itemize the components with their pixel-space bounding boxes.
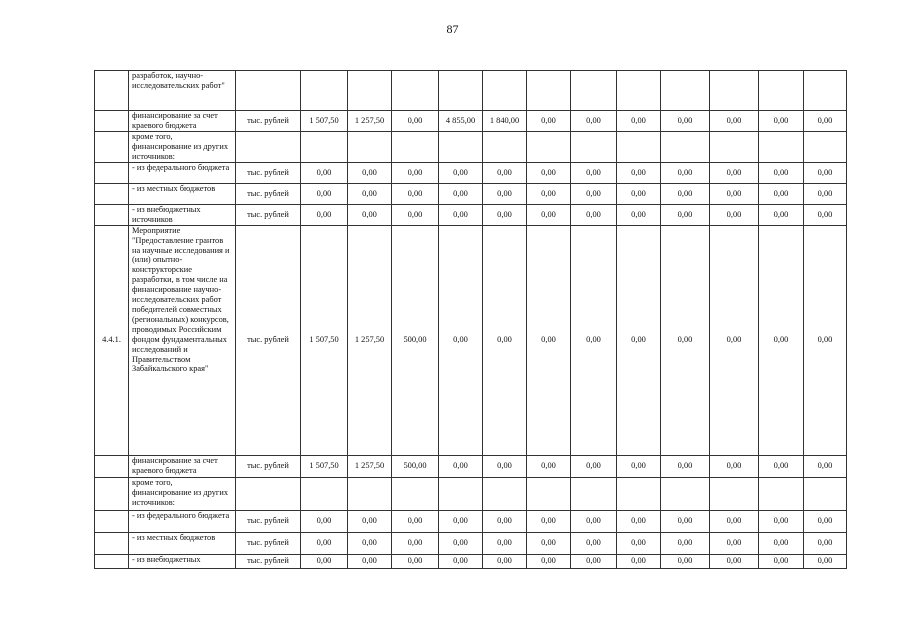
value-cell: 0,00 xyxy=(804,225,847,455)
row-name: - из местных бюджетов xyxy=(129,183,236,204)
row-unit: тыс. рублей xyxy=(236,111,301,132)
row-code xyxy=(95,477,129,510)
value-cell xyxy=(348,477,392,510)
value-cell: 0,00 xyxy=(392,183,439,204)
table-row xyxy=(95,455,847,477)
value-cell: 0,00 xyxy=(617,204,661,225)
row-name: финансирование за счет краевого бюджета xyxy=(129,455,236,477)
value-cell xyxy=(483,71,527,111)
value-cell: 1 257,50 xyxy=(348,225,392,455)
value-cell: 0,00 xyxy=(661,532,710,554)
value-cell xyxy=(661,71,710,111)
value-cell: 500,00 xyxy=(392,225,439,455)
value-cell xyxy=(804,477,847,510)
value-cell: 0,00 xyxy=(661,204,710,225)
value-cell xyxy=(571,132,617,163)
value-cell: 0,00 xyxy=(661,225,710,455)
row-unit: тыс. рублей xyxy=(236,455,301,477)
page-number: 87 xyxy=(446,22,459,36)
value-cell: 0,00 xyxy=(710,111,759,132)
value-cell: 0,00 xyxy=(710,455,759,477)
value-cell xyxy=(301,71,348,111)
row-code xyxy=(95,132,129,163)
value-cell: 500,00 xyxy=(392,455,439,477)
value-cell: 0,00 xyxy=(483,183,527,204)
value-cell: 0,00 xyxy=(710,510,759,532)
value-cell: 0,00 xyxy=(571,510,617,532)
value-cell: 0,00 xyxy=(617,111,661,132)
value-cell xyxy=(571,71,617,111)
value-cell: 0,00 xyxy=(527,111,571,132)
table-row xyxy=(95,204,847,225)
row-name: кроме того, финансирование из других источников: xyxy=(129,132,236,163)
value-cell: 0,00 xyxy=(804,510,847,532)
value-cell xyxy=(804,132,847,163)
value-cell: 0,00 xyxy=(392,532,439,554)
row-unit: тыс. рублей xyxy=(236,510,301,532)
value-cell: 0,00 xyxy=(759,225,804,455)
value-cell xyxy=(759,132,804,163)
value-cell xyxy=(392,132,439,163)
value-cell xyxy=(348,132,392,163)
value-cell: 0,00 xyxy=(348,183,392,204)
row-code xyxy=(95,204,129,225)
value-cell: 0,00 xyxy=(392,510,439,532)
value-cell: 0,00 xyxy=(710,532,759,554)
table-row xyxy=(95,162,847,183)
value-cell: 0,00 xyxy=(348,162,392,183)
value-cell xyxy=(571,477,617,510)
row-unit xyxy=(236,132,301,163)
value-cell: 0,00 xyxy=(804,455,847,477)
table-row xyxy=(95,225,847,455)
row-name: финансирование за счет краевого бюджета xyxy=(129,111,236,132)
value-cell: 1 257,50 xyxy=(348,455,392,477)
value-cell: 0,00 xyxy=(439,532,483,554)
value-cell: 0,00 xyxy=(392,554,439,568)
value-cell: 0,00 xyxy=(804,204,847,225)
row-code xyxy=(95,455,129,477)
value-cell: 0,00 xyxy=(483,532,527,554)
row-code xyxy=(95,554,129,568)
value-cell: 0,00 xyxy=(710,554,759,568)
row-name: - из федерального бюджета xyxy=(129,162,236,183)
value-cell: 0,00 xyxy=(759,455,804,477)
value-cell: 0,00 xyxy=(759,204,804,225)
table-row xyxy=(95,111,847,132)
table-row xyxy=(95,183,847,204)
value-cell: 0,00 xyxy=(710,162,759,183)
value-cell xyxy=(617,71,661,111)
value-cell xyxy=(301,132,348,163)
value-cell: 0,00 xyxy=(804,532,847,554)
value-cell: 0,00 xyxy=(301,204,348,225)
value-cell: 0,00 xyxy=(710,204,759,225)
row-name: - из внебюджетных источников xyxy=(129,204,236,225)
value-cell: 0,00 xyxy=(710,183,759,204)
value-cell: 0,00 xyxy=(301,532,348,554)
value-cell: 0,00 xyxy=(392,162,439,183)
value-cell: 1 257,50 xyxy=(348,111,392,132)
table-row xyxy=(95,71,847,111)
row-name: - из федерального бюджета xyxy=(129,510,236,532)
value-cell: 0,00 xyxy=(661,455,710,477)
value-cell xyxy=(527,477,571,510)
row-code xyxy=(95,162,129,183)
row-name: - из внебюджетных xyxy=(129,554,236,568)
value-cell: 0,00 xyxy=(804,183,847,204)
value-cell: 0,00 xyxy=(661,111,710,132)
value-cell xyxy=(483,132,527,163)
value-cell: 0,00 xyxy=(301,554,348,568)
value-cell xyxy=(483,477,527,510)
value-cell: 0,00 xyxy=(527,455,571,477)
value-cell xyxy=(392,71,439,111)
budget-table xyxy=(94,70,847,569)
value-cell: 0,00 xyxy=(571,455,617,477)
row-code xyxy=(95,71,129,111)
value-cell: 0,00 xyxy=(527,554,571,568)
value-cell: 0,00 xyxy=(348,554,392,568)
value-cell: 0,00 xyxy=(759,183,804,204)
table-row xyxy=(95,532,847,554)
value-cell: 0,00 xyxy=(527,183,571,204)
value-cell xyxy=(527,71,571,111)
value-cell xyxy=(661,477,710,510)
row-code xyxy=(95,183,129,204)
value-cell: 0,00 xyxy=(483,204,527,225)
value-cell: 0,00 xyxy=(661,554,710,568)
value-cell: 0,00 xyxy=(661,510,710,532)
value-cell: 0,00 xyxy=(301,510,348,532)
value-cell: 0,00 xyxy=(392,204,439,225)
value-cell: 0,00 xyxy=(527,204,571,225)
value-cell: 1 840,00 xyxy=(483,111,527,132)
value-cell: 0,00 xyxy=(439,183,483,204)
value-cell: 0,00 xyxy=(617,455,661,477)
value-cell: 0,00 xyxy=(527,510,571,532)
row-unit: тыс. рублей xyxy=(236,204,301,225)
value-cell xyxy=(617,132,661,163)
value-cell xyxy=(527,132,571,163)
row-unit: тыс. рублей xyxy=(236,554,301,568)
value-cell: 0,00 xyxy=(439,204,483,225)
value-cell: 0,00 xyxy=(617,510,661,532)
value-cell: 0,00 xyxy=(439,455,483,477)
value-cell xyxy=(759,477,804,510)
value-cell: 0,00 xyxy=(617,225,661,455)
value-cell xyxy=(804,71,847,111)
value-cell: 0,00 xyxy=(617,532,661,554)
value-cell: 0,00 xyxy=(439,554,483,568)
value-cell: 0,00 xyxy=(759,532,804,554)
row-unit: тыс. рублей xyxy=(236,183,301,204)
value-cell: 0,00 xyxy=(483,162,527,183)
value-cell: 0,00 xyxy=(804,554,847,568)
value-cell: 0,00 xyxy=(439,225,483,455)
value-cell: 0,00 xyxy=(439,510,483,532)
row-name: разработок, научно-исследовательских работ" xyxy=(129,71,236,111)
value-cell xyxy=(661,132,710,163)
value-cell: 0,00 xyxy=(571,183,617,204)
value-cell: 0,00 xyxy=(617,554,661,568)
value-cell: 0,00 xyxy=(571,554,617,568)
value-cell: 0,00 xyxy=(301,162,348,183)
row-name: - из местных бюджетов xyxy=(129,532,236,554)
value-cell: 0,00 xyxy=(804,162,847,183)
value-cell: 1 507,50 xyxy=(301,111,348,132)
row-name: Мероприятие "Предоставление грантов на научные исследования и (или) опытно-конструкторские разработки, в том числе на финансирование научно-исследовательских работ победителей совместных (региональных) конкурсов, проводимых Российским фондом фундаментальных исследований и Правительством Забайкальского края" xyxy=(129,225,236,455)
value-cell xyxy=(439,132,483,163)
value-cell: 0,00 xyxy=(571,204,617,225)
value-cell: 0,00 xyxy=(759,554,804,568)
row-code xyxy=(95,111,129,132)
row-unit xyxy=(236,71,301,111)
value-cell: 1 507,50 xyxy=(301,225,348,455)
value-cell: 0,00 xyxy=(483,455,527,477)
row-unit: тыс. рублей xyxy=(236,225,301,455)
value-cell: 0,00 xyxy=(301,183,348,204)
value-cell xyxy=(392,477,439,510)
value-cell: 0,00 xyxy=(527,532,571,554)
value-cell xyxy=(348,71,392,111)
value-cell: 0,00 xyxy=(392,111,439,132)
value-cell: 0,00 xyxy=(348,532,392,554)
value-cell xyxy=(710,477,759,510)
value-cell: 0,00 xyxy=(617,162,661,183)
value-cell: 0,00 xyxy=(527,162,571,183)
value-cell xyxy=(617,477,661,510)
value-cell: 0,00 xyxy=(571,225,617,455)
value-cell: 0,00 xyxy=(527,225,571,455)
table-row xyxy=(95,554,847,568)
value-cell xyxy=(439,71,483,111)
value-cell: 1 507,50 xyxy=(301,455,348,477)
value-cell: 0,00 xyxy=(483,225,527,455)
value-cell: 0,00 xyxy=(759,111,804,132)
value-cell: 0,00 xyxy=(348,510,392,532)
value-cell xyxy=(710,132,759,163)
value-cell: 0,00 xyxy=(439,162,483,183)
value-cell: 4 855,00 xyxy=(439,111,483,132)
value-cell: 0,00 xyxy=(483,554,527,568)
value-cell: 0,00 xyxy=(759,162,804,183)
value-cell: 0,00 xyxy=(617,183,661,204)
value-cell: 0,00 xyxy=(661,183,710,204)
table-row xyxy=(95,132,847,163)
value-cell: 0,00 xyxy=(759,510,804,532)
value-cell xyxy=(301,477,348,510)
table-row xyxy=(95,477,847,510)
row-name: кроме того, финансирование из других источников: xyxy=(129,477,236,510)
row-code xyxy=(95,532,129,554)
row-unit: тыс. рублей xyxy=(236,532,301,554)
row-code: 4.4.1. xyxy=(95,225,129,455)
value-cell: 0,00 xyxy=(804,111,847,132)
value-cell: 0,00 xyxy=(710,225,759,455)
value-cell: 0,00 xyxy=(483,510,527,532)
value-cell: 0,00 xyxy=(571,111,617,132)
row-unit xyxy=(236,477,301,510)
value-cell xyxy=(759,71,804,111)
value-cell: 0,00 xyxy=(571,162,617,183)
value-cell: 0,00 xyxy=(348,204,392,225)
table-row xyxy=(95,510,847,532)
row-code xyxy=(95,510,129,532)
value-cell: 0,00 xyxy=(661,162,710,183)
value-cell: 0,00 xyxy=(571,532,617,554)
row-unit: тыс. рублей xyxy=(236,162,301,183)
value-cell xyxy=(710,71,759,111)
value-cell xyxy=(439,477,483,510)
